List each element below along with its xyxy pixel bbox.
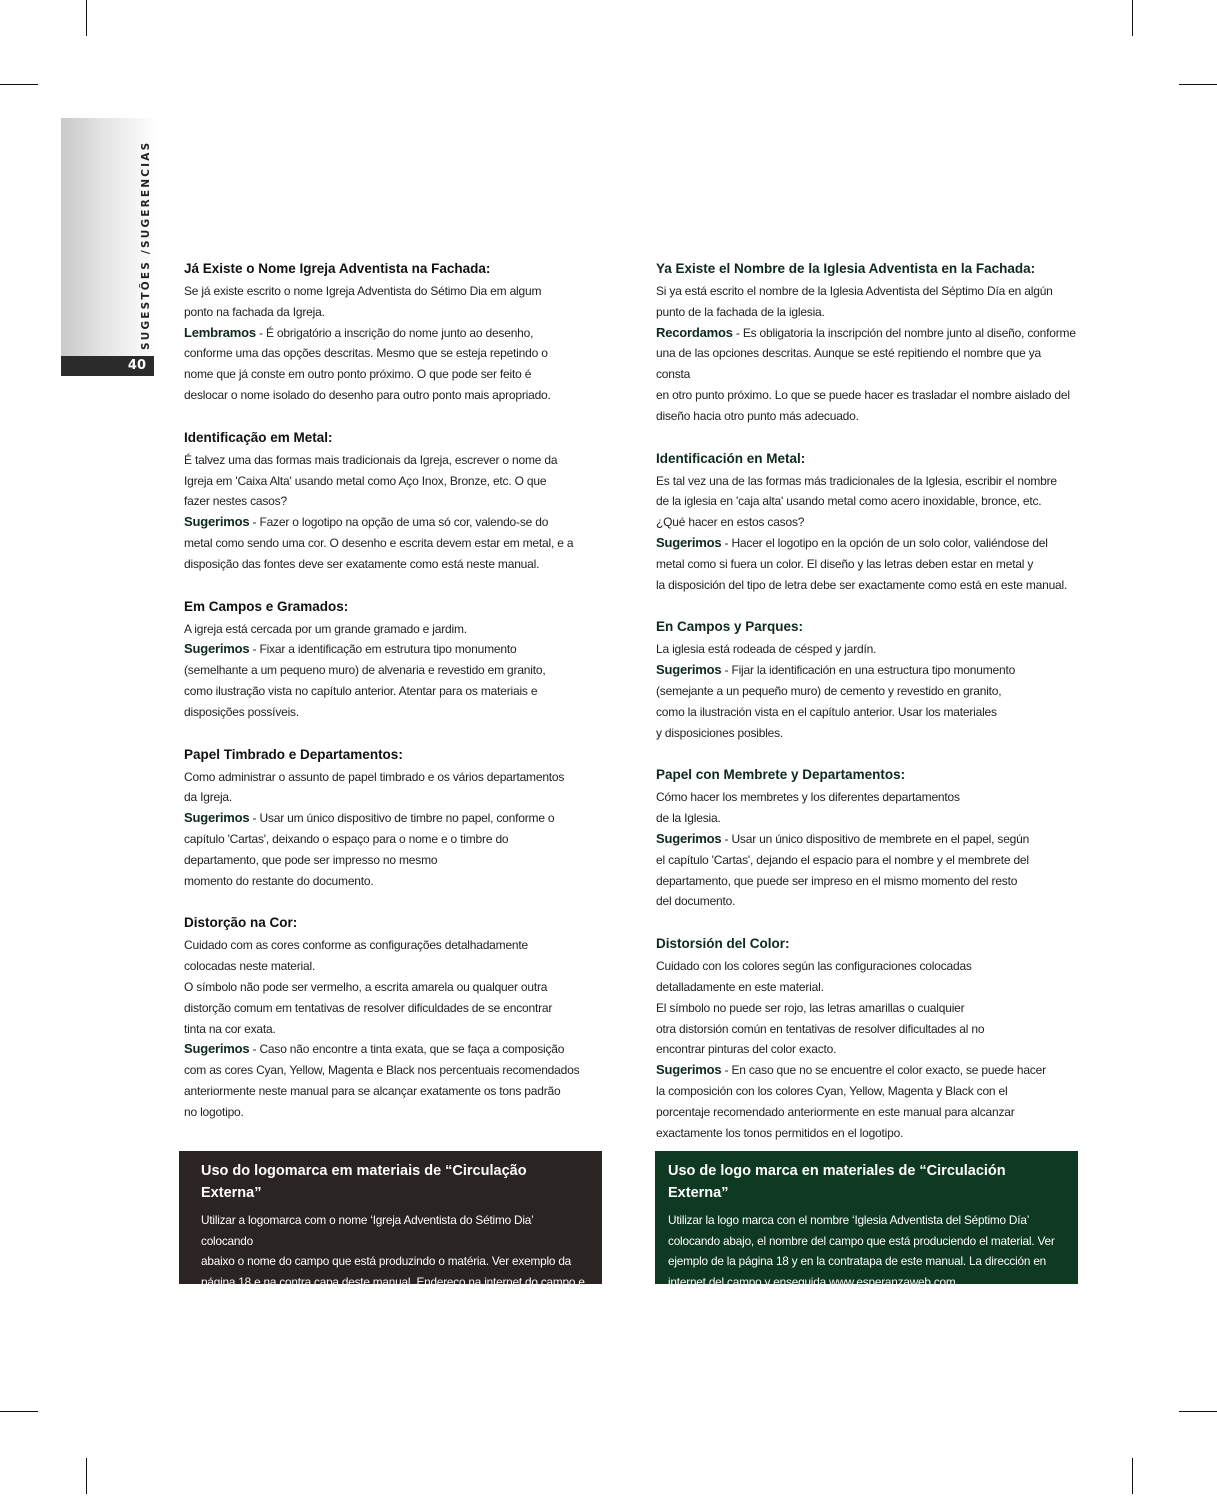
highlight-word: Sugerimos [184,810,250,826]
section-body [656,787,1076,912]
text-line: del documento. [656,894,736,909]
highlight-word: Recordamos [656,324,733,340]
note-box-title: Uso do logomarca em materiais de “Circulação Externa” [201,1163,527,1201]
text-line: Se já existe escrito o nome Igreja Adventista do Sétimo Dia em algum [184,284,542,298]
highlight-word: Lembramos [184,324,256,340]
text-line: en otro punto próximo. Lo que se puede hacer es trasladar el nombre aislado del [656,387,1070,402]
text-line: Cuidado con los colores según las configuraciones colocadas [656,959,972,974]
highlight-word: Sugerimos [656,1062,722,1078]
text-line: fazer nestes casos? [184,494,287,509]
section [656,764,1076,912]
highlight-word: Sugerimos [656,534,722,550]
highlight-word: Sugerimos [184,641,250,657]
crop-mark-top-right [1132,0,1133,36]
note-box-text: Utilizar la logo marca con el nombre ‘Iglesia Adventista del Séptimo Día’ colocando abajo, el nombre del campo que está produciendo el material. Ver ejemplo de la página 18 y en la contratapa de este manual. La dirección en internet del campo y enseguida www.esperanzaweb.com [668,1213,1055,1289]
section-title: Em Campos e Gramados: [184,598,349,614]
section-title: Já Existe o Nome Igreja Adventista na Fachada: [184,261,491,276]
section-title: Distorsión del Color: [656,936,790,952]
section [184,912,624,1122]
text-line: - Fixar a identificação em estrutura tipo monumento [249,642,517,657]
text-line: de la iglesia en 'caja alta' usando metal como acero inoxidable, bronce, etc. [656,494,1042,509]
text-line: no logotipo. [184,1104,244,1119]
section [656,258,1076,427]
text-line: - Es obligatoria la inscripción del nombre junto al diseño, conforme [732,325,1076,340]
text-line: diseño hacia otro punto más adecuado. [656,408,859,423]
text-line: la disposición del tipo de letra debe ser exactamente como está en este manual. [656,577,1068,592]
portuguese-column [184,258,624,1144]
crop-mark-right-upper [1179,84,1217,85]
crop-mark-bottom-left [86,1458,87,1494]
crop-mark-right-lower [1179,1411,1217,1412]
side-label [140,140,160,350]
crop-mark-top-left [86,0,87,36]
text-line: ¿Qué hacer en estos casos? [656,515,805,530]
highlight-word: Sugerimos [656,830,722,846]
text-line: distorção comum em tentativas de resolver dificuldades de se encontrar [184,1000,553,1015]
text-line: detalladamente en este material. [656,979,824,994]
section [184,596,624,723]
text-line: É talvez uma das formas mais tradicionais da Igreja, escrever o nome da [184,452,558,467]
section-body [184,935,624,1122]
text-line: Si ya está escrito el nombre de la Iglesia Adventista del Séptimo Día en algún [656,284,1053,298]
text-line: La iglesia está rodeada de césped y jardín. [656,642,877,657]
text-line: - Usar um único dispositivo de timbre no papel, conforme o [249,811,555,826]
spanish-note-box [655,1151,1078,1289]
text-line: Es tal vez una de las formas más tradicionales de la Iglesia, escribir el nombre [656,473,1057,488]
highlight-word: Sugerimos [184,1041,250,1057]
text-line: deslocar o nome isolado do desenho para outro ponto mais apropriado. [184,387,551,402]
text-line: Cómo hacer los membretes y los diferentes departamentos [656,790,960,805]
text-line: encontrar pinturas del color exacto. [656,1042,837,1057]
text-line: - É obrigatório a inscrição do nome junto ao desenho, [255,325,534,340]
note-box-text: Utilizar a logomarca com o nome ‘Igreja Adventista do Sétimo Dia’ colocando abaixo o nome do campo que está produzindo o matéria. Ver exemplo da página 18 e na contra capa deste manual. Endereço na internet do campo e logo abaixo www.esperanca.com.br [201,1213,585,1309]
text-line: Como administrar o assunto de papel timbrado e os vários departamentos [184,769,565,784]
text-line: - Hacer el logotipo en la opción de un solo color, valiéndose del [721,535,1048,550]
section [184,258,624,406]
section-title: Identificação em Metal: [184,429,333,445]
note-box-title: Uso de logo marca en materiales de “Circulación Externa” [668,1163,1006,1201]
text-line: una de las opciones descritas. Aunque se esté repitiendo el nombre que ya consta [656,346,1041,382]
spanish-column [656,258,1076,1164]
section-body [184,767,624,892]
section [656,933,1076,1143]
text-line: - En caso que no se encuentre el color exacto, se puede hacer [721,1063,1046,1078]
text-line: otra distorsión común en tentativas de resolver dificultades al no [656,1021,985,1036]
text-line: la composición con los colores Cyan, Yellow, Magenta y Black con el [656,1083,1008,1098]
text-line: de la Iglesia. [656,811,721,826]
section-title: Ya Existe el Nombre de la Iglesia Adventista en la Fachada: [656,261,1036,276]
text-line: porcentaje recomendado anteriormente en este manual para alcanzar [656,1104,1015,1119]
text-line: ponto na fachada da Igreja. [184,304,325,319]
website-link[interactable]: www.esperanzaweb.com [829,1274,956,1289]
text-line: capítulo 'Cartas', deixando o espaço para o nome e o timbre do [184,831,509,846]
section [656,616,1076,743]
section-body [184,281,624,406]
section-body [656,281,1076,427]
text-line: exactamente los tonos permitidos en el logotipo. [656,1125,904,1140]
text-line: metal como si fuera un color. El diseño y las letras deben estar en metal y [656,556,1034,571]
section [656,448,1076,596]
text-line: El símbolo no puede ser rojo, las letras amarillas o cualquier [656,1000,965,1015]
section-title: Papel Timbrado e Departamentos: [184,746,403,762]
text-line: conforme uma das opções descritas. Mesmo que se esteja repetindo o [184,346,548,361]
text-line: Igreja em 'Caixa Alta' usando metal como Aço Inox, Bronze, etc. O que [184,473,547,488]
text-line: (semelhante a um pequeno muro) de alvenaria e revestido em granito, [184,663,546,678]
section-title: Identificación en Metal: [656,450,806,466]
section [184,427,624,575]
crop-mark-left-upper [0,84,38,85]
section-body [184,450,624,575]
portuguese-note-box [179,1151,602,1309]
text-line: departamento, que puede ser impreso en el mismo momento del resto [656,873,1018,888]
crop-mark-left-lower [0,1411,38,1412]
page-number: 40 [61,356,154,376]
section-title: Papel con Membrete y Departamentos: [656,767,906,783]
text-line: O símbolo não pode ser vermelho, a escrita amarela ou qualquer outra [184,979,548,994]
text-line: como ilustração vista no capítulo anterior. Atentar para os materiais e [184,683,538,698]
text-line: - Caso não encontre a tinta exata, que se faça a composição [249,1042,565,1057]
text-line: com as cores Cyan, Yellow, Magenta e Black nos percentuais recomendados [184,1063,580,1078]
section-body [656,471,1076,596]
text-line: Cuidado com as cores conforme as configurações detalhadamente [184,938,529,953]
text-line: anteriormente neste manual para se alcançar exatamente os tons padrão [184,1083,561,1098]
text-line: disposição das fontes deve ser exatamente como está neste manual. [184,556,540,571]
section-body [656,956,1076,1143]
highlight-word: Sugerimos [656,662,722,678]
text-line: da Igreja. [184,790,233,805]
text-line: - Fijar la identificación en una estructura tipo monumento [721,663,1016,678]
text-line: punto de la fachada de la iglesia. [656,304,825,319]
website-link[interactable]: www.esperanca.com.br [262,1295,381,1309]
text-line: - Usar un único dispositivo de membrete en el papel, según [721,831,1030,846]
section-body [656,639,1076,743]
text-line: metal como sendo uma cor. O desenho e escrita devem estar em metal, e a [184,535,574,550]
text-line: A igreja está cercada por um grande gramado e jardim. [184,621,467,636]
highlight-word: Sugerimos [184,514,250,530]
section-title: En Campos y Parques: [656,619,804,635]
text-line: y disposiciones posibles. [656,725,784,740]
text-line: (semejante a un pequeño muro) de cemento y revestido en granito, [656,683,1002,698]
text-line: tinta na cor exata. [184,1021,276,1036]
text-line: disposições possíveis. [184,704,299,719]
text-line: momento do restante do documento. [184,873,374,888]
text-line: como la ilustración vista en el capítulo anterior. Usar los materiales [656,704,997,719]
text-line: nome que já conste em outro ponto próximo. O que pode ser feito é [184,367,532,382]
text-line: departamento, que pode ser impresso no mesmo [184,852,438,867]
section [184,744,624,892]
text-line: - Fazer o logotipo na opção de uma só cor, valendo-se do [249,515,549,530]
section-title: Distorção na Cor: [184,915,298,931]
crop-mark-bottom-right [1132,1458,1133,1494]
text-line: el capítulo 'Cartas', dejando el espacio para el nombre y el membrete del [656,852,1029,867]
section-label: SUGESTÕES /SUGERENCIAS [140,140,152,350]
text-line: colocadas neste material. [184,959,316,974]
section-body [184,619,624,723]
